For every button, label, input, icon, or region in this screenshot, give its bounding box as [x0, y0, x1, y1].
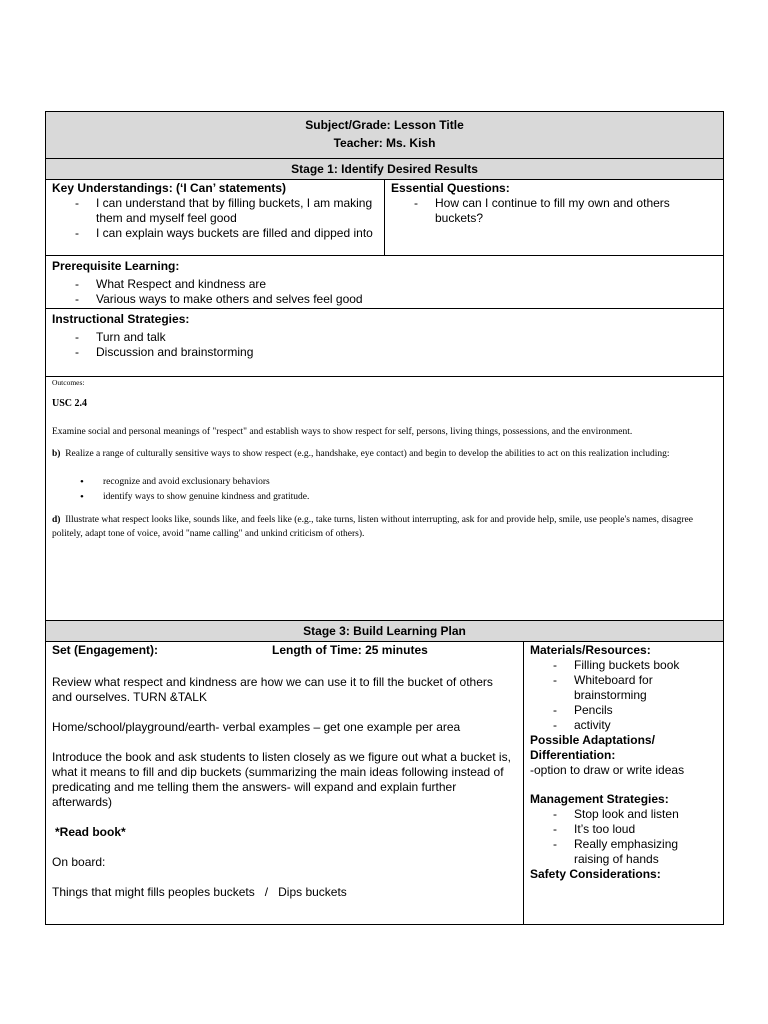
list-item: • identify ways to show genuine kindness and gratitude.: [52, 490, 717, 505]
materials-list: [524, 658, 723, 733]
list-item: - Pencils: [524, 703, 693, 718]
outcomes-label: Outcomes:: [52, 378, 85, 387]
engagement-body: [46, 660, 523, 901]
paragraph: On board:: [52, 855, 106, 869]
list-item: - What Respect and kindness are: [46, 277, 723, 292]
read-book-note: *Read book*: [55, 825, 126, 839]
key-understandings-cell: [46, 180, 385, 256]
outcomes-cell: [46, 377, 724, 621]
paragraph: Review what respect and kindness are how we can use it to fill the bucket of others and ourselves. TURN &TALK: [52, 675, 493, 704]
prerequisite-cell: [46, 256, 724, 309]
materials-heading: Materials/Resources:: [530, 643, 651, 657]
title-cell: [46, 112, 724, 159]
subject-grade-title: Subject/Grade: Lesson Title: [305, 118, 464, 132]
prerequisite-heading: Prerequisite Learning:: [52, 259, 180, 273]
instructional-cell: [46, 309, 724, 377]
list-item: - I can understand that by filling buckets, I am making them and myself feel good: [46, 196, 374, 226]
outcome-d-label: d): [52, 515, 61, 525]
outcomes-block: [46, 377, 723, 541]
list-item: - activity: [524, 718, 693, 733]
list-item: - It’s too loud: [524, 822, 693, 837]
list-item: - Various ways to make others and selves feel good: [46, 292, 723, 307]
list-item: - Whiteboard for brainstorming: [524, 673, 693, 703]
list-item: - Stop look and listen: [524, 807, 693, 822]
prerequisite-list: [46, 277, 723, 307]
essential-questions-cell: [385, 180, 724, 256]
adaptations-heading: Possible Adaptations/ Differentiation:: [530, 733, 655, 762]
set-engagement-heading: Set (Engagement):: [52, 643, 159, 657]
paragraph: Introduce the book and ask students to listen closely as we figure out what a bucket is, what it means to fill and dip buckets (summarizing the main ideas following instead of predicating and me telling them the answers- will expand and explain further afterwards): [52, 750, 511, 809]
outcome-b-text: Realize a range of culturally sensitive ways to show respect (e.g., handshake, eye contact) and begin to develop the abilities to act on this realization including:: [65, 449, 670, 459]
engagement-header-row: [46, 642, 523, 660]
adaptations-text: -option to draw or write ideas: [530, 763, 685, 777]
outcome-bullets: [52, 475, 717, 505]
list-item: - Turn and talk: [46, 330, 723, 345]
key-understandings-list: [46, 196, 384, 241]
list-item: - I can explain ways buckets are filled and dipped into: [46, 226, 374, 241]
list-item: - Filling buckets book: [524, 658, 693, 673]
teacher-name: Teacher: Ms. Kish: [333, 136, 436, 150]
outcome-b-label: b): [52, 449, 61, 459]
paragraph: Home/school/playground/earth- verbal examples – get one example per area: [52, 720, 461, 734]
essential-questions-list: [385, 196, 723, 226]
length-of-time: Length of Time: 25 minutes: [272, 643, 428, 657]
list-item: - Discussion and brainstorming: [46, 345, 723, 360]
outcome-d-text: Illustrate what respect looks like, sounds like, and feels like (e.g., take turns, listen without interrupting, ask for and provide help, smile, use people's names, disagree politely, adapt tone of voice, avoid "name calling" and unkind criticism of others).: [52, 515, 693, 539]
engagement-cell: [46, 642, 524, 925]
outcome-intro: Examine social and personal meanings of "respect" and establish ways to show respect for self, persons, living things, possessions, and the environment.: [52, 427, 633, 437]
management-heading: Management Strategies:: [530, 792, 669, 806]
outcome-d: [52, 513, 717, 541]
outcome-b: [52, 447, 717, 461]
resources-cell: [524, 642, 724, 925]
lesson-plan-table: [45, 111, 724, 925]
list-item: - Really emphasizing raising of hands: [524, 837, 693, 867]
instructional-heading: Instructional Strategies:: [52, 312, 190, 326]
list-item: • recognize and avoid exclusionary behaviors: [52, 475, 717, 490]
instructional-list: [46, 330, 723, 360]
key-understandings-heading: Key Understandings: (‘I Can’ statements): [52, 181, 287, 195]
stage1-header: Stage 1: Identify Desired Results: [46, 159, 724, 180]
safety-heading: Safety Considerations:: [530, 867, 661, 881]
list-item: - How can I continue to fill my own and others buckets?: [385, 196, 693, 226]
management-list: [524, 807, 723, 867]
paragraph: Things that might fills peoples buckets / Dips buckets: [52, 885, 347, 899]
essential-questions-heading: Essential Questions:: [391, 181, 510, 195]
lesson-plan-sheet: [45, 111, 723, 925]
outcome-code: USC 2.4: [52, 398, 88, 409]
stage3-header: Stage 3: Build Learning Plan: [46, 621, 724, 642]
